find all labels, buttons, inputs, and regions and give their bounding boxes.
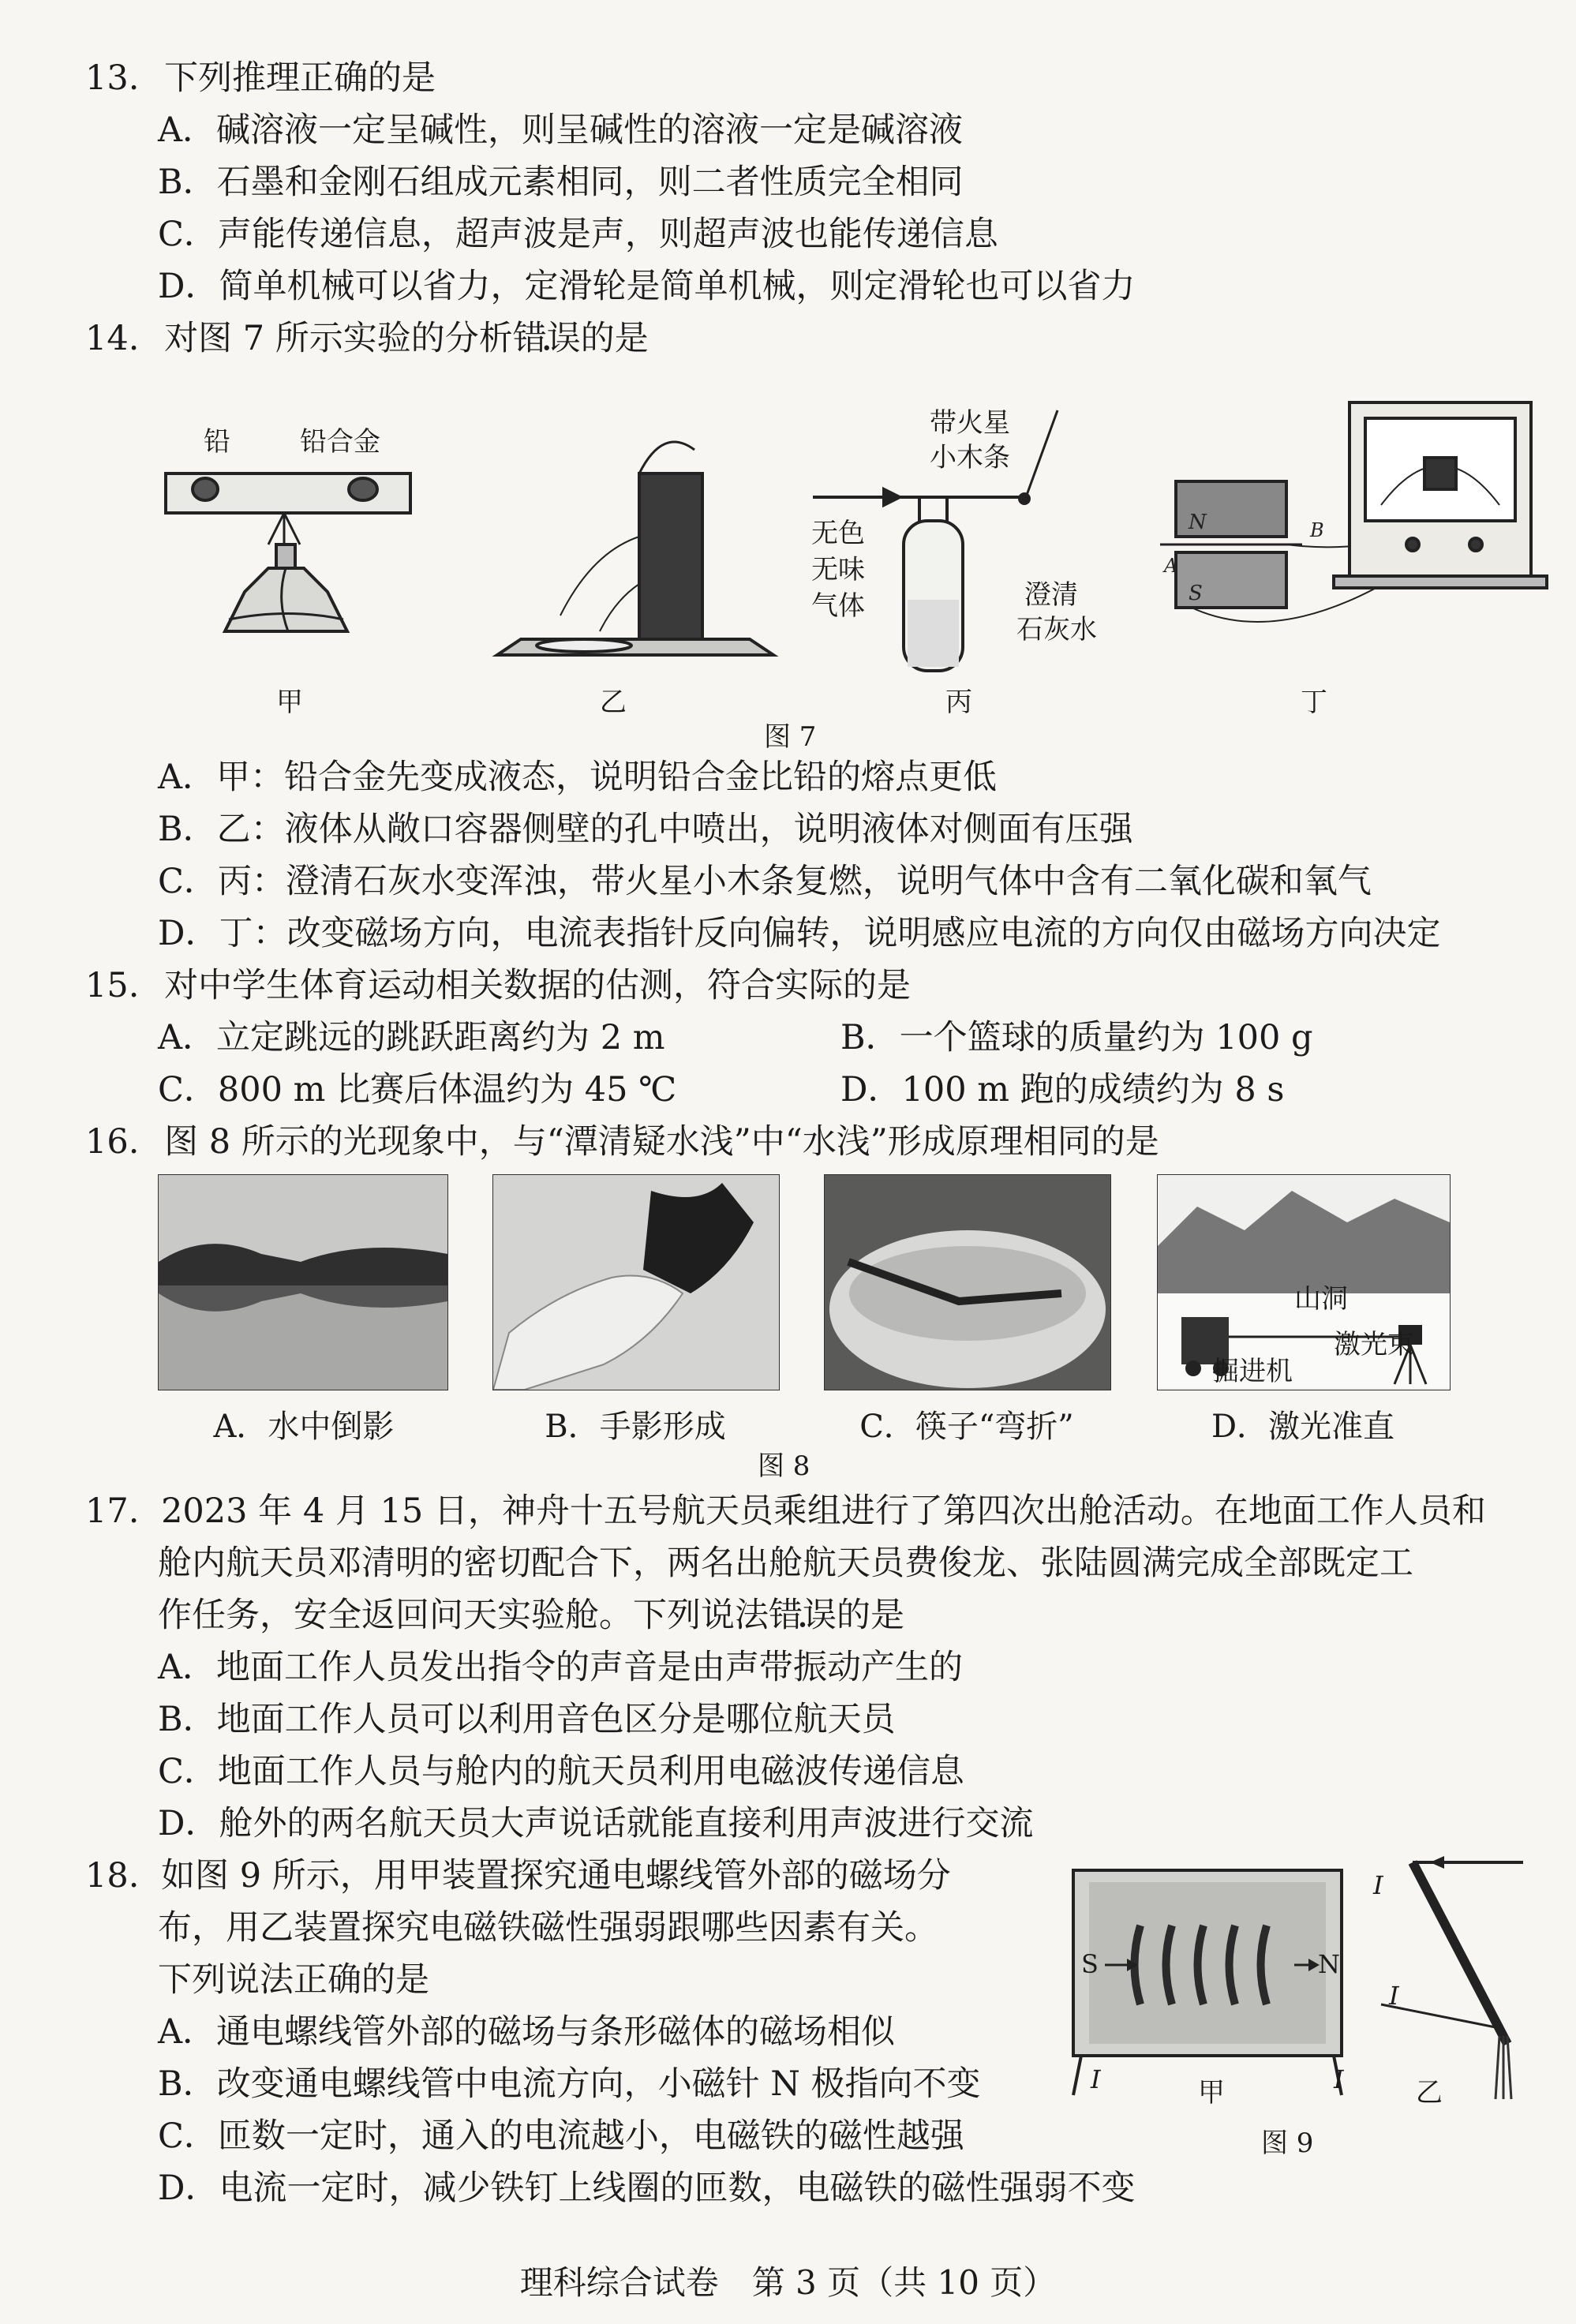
q17-stem-line3 — [158, 1589, 904, 1641]
q18-stem-line3: 下列说法正确的是 — [158, 1960, 429, 2000]
fig7-label-yi: 乙 — [600, 687, 627, 718]
q17-option-b: B．地面工作人员可以利用音色区分是哪位航天员 — [158, 1700, 896, 1739]
q14-stem-post: 的是 — [580, 319, 649, 358]
q15-option-c: C．800 m 比赛后体温约为 45 ℃ — [158, 1070, 677, 1110]
chopsticks-image — [825, 1175, 1110, 1390]
fig9-label-s: S — [1081, 1949, 1099, 1979]
q17-option-a: A．地面工作人员发出指令的声音是由声带振动产生的 — [158, 1648, 964, 1687]
q16-number: 16. — [85, 1122, 140, 1162]
page-footer: 理科综合试卷 第 3 页（共 10 页） — [519, 2263, 1057, 2302]
q18-stem-line1-text: 如图 9 所示，用甲装置探究通电螺线管外部的磁场分 — [161, 1856, 951, 1896]
q17-stem-line3-pre: 作任务，安全返回问天实验舱。下列说法 — [158, 1596, 769, 1635]
q13-option-a: A．碱溶液一定呈碱性，则呈碱性的溶液一定是碱溶液 — [158, 110, 964, 150]
fig8-label-cave: 山洞 — [1294, 1283, 1348, 1315]
fig7-label-limewater-1: 澄清 — [1024, 579, 1078, 611]
fig7-label-a: A — [1164, 555, 1178, 577]
fig8-photo-chopsticks — [824, 1174, 1111, 1390]
fig8-caption-c: C．筷子“弯折” — [859, 1409, 1074, 1445]
q15-option-d: D．100 m 跑的成绩约为 8 s — [840, 1070, 1285, 1110]
fig8-label-machine: 掘进机 — [1212, 1356, 1293, 1387]
q17-stem-line2: 舱内航天员邓清明的密切配合下，两名出舱航天员费俊龙、张陆圆满完成全部既定工 — [158, 1544, 1413, 1583]
fig8-photo-reflection — [158, 1174, 448, 1390]
fig7-label-lead-alloy: 铅合金 — [300, 426, 380, 458]
q18-option-a: A．通电螺线管外部的磁场与条形磁体的磁场相似 — [158, 2012, 896, 2052]
fig8-photo-hand-shadow — [492, 1174, 780, 1390]
q17-stem-emphasis: 错误 — [769, 1596, 837, 1635]
fig7-caption: 图 7 — [764, 721, 817, 753]
q17-stem-line3-post: 的是 — [837, 1596, 904, 1635]
fig7-ding-apparatus — [1160, 402, 1547, 622]
q13-option-d: D．简单机械可以省力，定滑轮是简单机械，则定滑轮也可以省力 — [158, 267, 1136, 306]
fig7-label-n: N — [1189, 511, 1207, 534]
q18-stem-line2: 布，用乙装置探究电磁铁磁性强弱跟哪些因素有关。 — [158, 1908, 938, 1948]
q14-stem-pre: 对图 7 所示实验的分析 — [164, 319, 513, 358]
q14-option-b: B．乙：液体从敞口容器侧壁的孔中喷出，说明液体对侧面有压强 — [158, 810, 1133, 849]
q13-stem — [85, 52, 436, 104]
q15-option-b: B．一个篮球的质量约为 100 g — [840, 1018, 1313, 1057]
fig7-label-s: S — [1189, 582, 1203, 605]
q18-option-c: C．匝数一定时，通入的电流越小，电磁铁的磁性越强 — [158, 2116, 964, 2156]
figure-9 — [1065, 1847, 1539, 2115]
fig7-jia-apparatus — [166, 473, 410, 631]
fig8-label-laser: 激光束 — [1334, 1329, 1414, 1360]
q14-option-c: C．丙：澄清石灰水变浑浊，带火星小木条复燃，说明气体中含有二氧化碳和氧气 — [158, 862, 1372, 901]
q15-number: 15. — [85, 966, 140, 1005]
fig7-label-bing: 丙 — [945, 687, 972, 718]
fig8-caption-a: A．水中倒影 — [213, 1409, 395, 1445]
fig9-label-current-top: I — [1373, 1870, 1383, 1900]
q14-option-d: D．丁：改变磁场方向，电流表指针反向偏转，说明感应电流的方向仅由磁场方向决定 — [158, 914, 1441, 953]
q18-number: 18. — [85, 1856, 140, 1896]
q17-option-c: C．地面工作人员与舱内的航天员利用电磁波传递信息 — [158, 1752, 964, 1791]
fig7-label-gas-3: 气体 — [811, 590, 865, 622]
fig7-label-splint-1: 带火星 — [930, 407, 1010, 439]
fig8-caption-b: B．手影形成 — [545, 1409, 726, 1445]
fig8-caption-d: D．激光准直 — [1211, 1409, 1395, 1445]
fig7-label-gas-2: 无味 — [811, 554, 865, 586]
q14-number: 14. — [85, 319, 140, 358]
fig9-label-current-right: I — [1334, 2064, 1344, 2094]
fig9-label-jia: 甲 — [1198, 2077, 1225, 2109]
fig8-caption: 图 8 — [758, 1450, 810, 1482]
q17-stem-line1-text: 2023 年 4 月 15 日，神舟十五号航天员乘组进行了第四次出舱活动。在地面工作人员和 — [161, 1491, 1486, 1531]
q14-stem — [85, 312, 649, 365]
q15-stem — [85, 960, 911, 1012]
q18-option-d: D．电流一定时，减少铁钉上线圈的匝数，电磁铁的磁性强弱不变 — [158, 2169, 1136, 2208]
q13-stem-text: 下列推理正确的是 — [164, 58, 436, 98]
fig9-jia-solenoid — [1073, 1870, 1342, 2095]
fig9-yi-electromagnet — [1381, 1856, 1523, 2099]
q14-option-a: A．甲：铅合金先变成液态，说明铅合金比铅的熔点更低 — [158, 758, 998, 797]
fig7-label-jia: 甲 — [276, 687, 303, 718]
fig7-label-limewater-2: 石灰水 — [1016, 614, 1097, 646]
q17-number: 17. — [85, 1491, 140, 1531]
q13-option-c: C．声能传递信息，超声波是声，则超声波也能传递信息 — [158, 215, 998, 254]
fig7-label-gas-1: 无色 — [811, 518, 865, 549]
hand-shadow-image — [493, 1175, 779, 1390]
fig7-label-ding: 丁 — [1301, 687, 1327, 718]
fig7-label-lead: 铅 — [204, 426, 230, 458]
fig7-yi-apparatus — [497, 442, 773, 655]
fig9-label-yi: 乙 — [1416, 2077, 1443, 2109]
fig9-label-current-middle: I — [1389, 1981, 1399, 2011]
q16-stem-text: 图 8 所示的光现象中，与“潭清疑水浅”中“水浅”形成原理相同的是 — [164, 1122, 1159, 1162]
q18-stem-line1 — [85, 1850, 951, 1902]
q15-option-a: A．立定跳远的跳跃距离约为 2 m — [158, 1018, 665, 1057]
fig9-label-n: N — [1318, 1949, 1340, 1979]
q17-option-d: D．舱外的两名航天员大声说话就能直接利用声波进行交流 — [158, 1804, 1034, 1843]
fig7-label-splint-2: 小木条 — [930, 442, 1010, 473]
q15-stem-text: 对中学生体育运动相关数据的估测，符合实际的是 — [164, 966, 912, 1005]
q18-option-b: B．改变通电螺线管中电流方向，小磁针 N 极指向不变 — [158, 2064, 981, 2104]
fig7-label-b: B — [1310, 519, 1324, 541]
fig9-label-current-left: I — [1091, 2064, 1101, 2094]
q13-option-b: B．石墨和金刚石组成元素相同，则二者性质完全相同 — [158, 163, 964, 202]
q14-stem-emphasis: 错误 — [512, 319, 581, 358]
fig9-caption: 图 9 — [1261, 2128, 1314, 2159]
q13-number: 13. — [85, 58, 140, 98]
reflection-image — [159, 1175, 447, 1390]
q16-stem — [85, 1116, 1159, 1168]
q17-stem-line1 — [85, 1485, 1486, 1537]
